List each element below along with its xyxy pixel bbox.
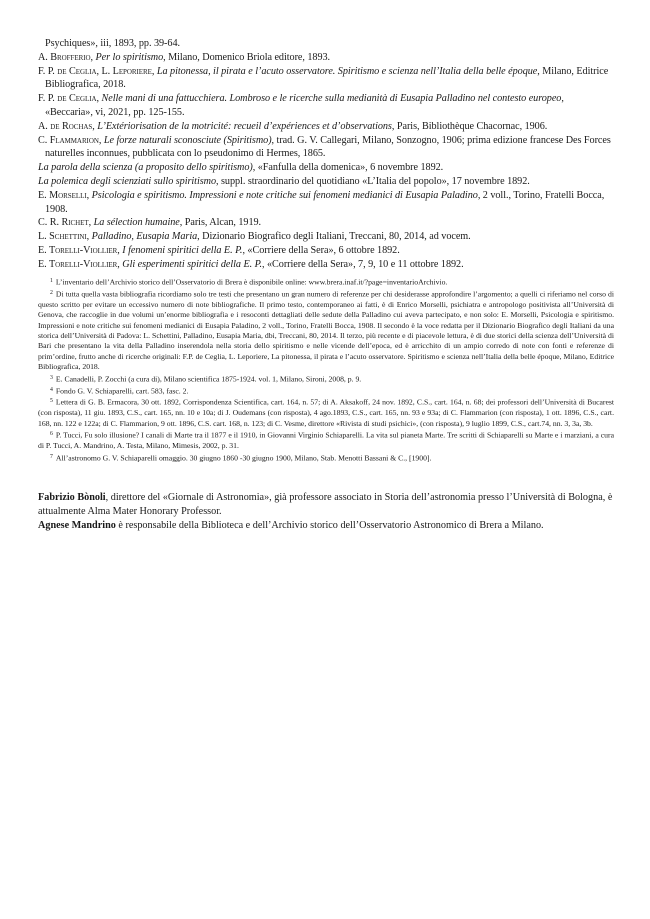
bib-entry [38, 175, 614, 189]
bib-rest: , Milano, Editrice Bibliografica, 2018. [45, 65, 609, 91]
bib-author: A. de Rochas [38, 120, 93, 132]
footnote-number: 5 [50, 398, 53, 405]
bib-rest: , «Corriere della Sera», 6 ottobre 1892. [242, 244, 400, 256]
bib-entry [38, 51, 614, 65]
bib-title: Per lo spiritismo [95, 51, 164, 63]
bib-sep: , [86, 231, 92, 243]
bib-rest: , suppl. straordinario del quotidiano «L’Italia del popolo», 17 novembre 1892. [216, 175, 530, 187]
bib-author: A. Brofferio [38, 51, 91, 63]
bib-sep: , [88, 217, 94, 229]
bib-entry [38, 189, 614, 217]
bib-author: F. P. de Ceglia [38, 93, 97, 105]
bib-entry [38, 216, 614, 230]
bib-rest: , 2 voll., Torino, Fratelli Bocca, 1908. [45, 189, 605, 215]
bib-sep: , [96, 93, 102, 105]
bib-title: La parola della scienza (a proposito dello spiritismo) [38, 162, 253, 174]
bib-sep: , [92, 120, 98, 132]
bib-entry [38, 161, 614, 175]
bibliography [38, 37, 614, 272]
bib-sep: , [117, 244, 123, 256]
bib-author: L. Schettini [38, 231, 87, 243]
footnote-number: 2 [50, 289, 53, 296]
footnote [38, 452, 614, 464]
footnote [38, 276, 614, 288]
footnote [38, 385, 614, 397]
bib-title: L’Extériorisation de la motricité: recueil d’expériences et d’observations [97, 120, 392, 132]
footnote [38, 429, 614, 451]
footnote-text: Di tutta quella vasta bibliografia ricordiamo solo tre testi che presentano un gran numero di referenze per chi desiderasse approfondire l’argomento; a quelli ci riferiamo nel corso di questo scritto per evitare un eccessivo numero di note bibliografiche. Il primo testo, contemporaneo ai fatti, è di Enrico Morselli, psichiatra e antropologo positivista all’Università di Genova, che raccoglie in due volumi un’enorme bibliografia e i resoconti dettagliati delle sedute della Palladino cui aveva partecipato, e non solo: E. Morselli, Psicologia e spiritismo. Impressioni e note critiche sui fenomeni medianici di Eusapia Paladino, 2 voll., Torino, Fratelli Bocca, 1908. Il secondo è la voce redatta per il Dizionario Biografico degli Italiani da una storica dell’Università di Padova: L. Schettini, Palladino, Eusapia Maria, dbi, Treccani, 80, 2014. Il terzo, più recente e di piacevole lettura, è di due storici della scienza dell’Università di Bari che presentano la vita della Palladino inserendola nella storia dello spiritismo e nelle vicende dell’epoca, ed è arricchito di un ampio corredo di note con fonti e referenze di prim’ordine, frutto anche di ricerche originali: F.P. de Ceglia, L. Leporiere, La pitonessa, il pirata e l’acuto osservatore. Spiritismo e scienza nell’Italia della belle époque, Milano, Editrice Bibliografica, 2018. [38, 289, 614, 372]
bib-rest: , «Corriere della Sera», 7, 9, 10 e 11 ottobre 1892. [262, 258, 464, 270]
footnote-number: 6 [50, 431, 53, 438]
bib-title: Gli esperimenti spiritici della E. P. [122, 258, 262, 270]
bib-title: La pitonessa, il pirata e l’acuto osservatore. Spiritismo e scienza nell’Italia della belle époque [156, 65, 538, 77]
bib-title: La polemica degli scienziati sullo spiritismo [38, 175, 217, 187]
bib-sep: , [86, 189, 92, 201]
bib-rest: , «Beccaria», vi, 2021, pp. 125-155. [45, 93, 564, 118]
author-bio [38, 519, 614, 533]
bib-title: Psicologia e spiritismo. Impressioni e note critiche sui fenomeni medianici di Eusapia Paladino [91, 189, 478, 201]
bib-sep: , [151, 65, 157, 77]
bib-rest: , Milano, Domenico Briola editore, 1893. [163, 51, 331, 63]
bib-title: I fenomeni spiritici della E. P. [122, 244, 243, 256]
footnote-number: 7 [50, 453, 53, 460]
bib-author: C. R. Richet [38, 217, 89, 229]
footnote-text: P. Tucci, Fu solo illusione? I canali di Marte tra il 1877 e il 1910, in Giovanni Virginio Schiaparelli. La vita sul pianeta Marte. Tre scritti di Schiaparelli su Marte e i marziani, a cura di P. Tucci, A. Mandrino, A. Testa, Milano, Mimesis, 2002, p. 31. [38, 430, 614, 451]
bib-entry [38, 134, 614, 162]
footnote [38, 288, 614, 373]
author-bio [38, 491, 614, 519]
bib-sep: , [90, 51, 96, 63]
bib-entry [38, 230, 614, 244]
footnote-text: All’astronomo G. V. Schiaparelli omaggio. 30 giugno 1860 -30 giugno 1900, Milano, Stab. Menotti Bassani & C., [1900]. [55, 453, 432, 462]
author-name: Fabrizio Bònoli [38, 492, 106, 503]
bib-author: E. Torelli-Viollier [38, 244, 118, 256]
bib-entry [38, 258, 614, 272]
bib-sep: , [117, 258, 123, 270]
bib-title: Nelle mani di una fattucchiera. Lombroso e le ricerche sulla medianità di Eusapia Palladino nel contesto europeo [101, 93, 562, 105]
author-bio-text: è responsabile della Biblioteca e dell’Archivio storico dell’Osservatorio Astronomico di Brera a Milano. [115, 519, 544, 531]
bib-entry [38, 120, 614, 134]
footnote-number: 3 [50, 374, 53, 381]
bib-entry [38, 37, 614, 51]
bib-rest: , Dizionario Biografico degli Italiani, Treccani, 80, 2014, ad vocem. [197, 231, 471, 243]
author-name: Agnese Mandrino [38, 519, 116, 531]
footnote-text: E. Canadelli, P. Zocchi (a cura di), Milano scientifica 1875-1924. vol. 1, Milano, Sironi, 2008, p. 9. [55, 374, 362, 384]
bib-rest: , trad. G. V. Callegari, Milano, Sonzogno, 1906; prima edizione francese Des Forces naturelles inconnues, pubblicata con lo pseudonimo di Hermes, 1865. [45, 134, 611, 160]
author-bio-text: , direttore del «Giornale di Astronomia», già professore associato in Storia dell’astronomia presso l’Università di Bologna, è attualmente Alma Mater Honorary Professor. [38, 492, 613, 517]
footnote-number: 1 [50, 278, 53, 284]
bib-author: C. Flammarion [38, 134, 99, 146]
bib-sep: , [98, 134, 104, 146]
author-bios [38, 491, 614, 532]
bib-rest: Psychiques», iii, 1893, pp. 39-64. [45, 38, 180, 49]
footnotes [38, 276, 614, 463]
footnote-text: Fondo G. V. Schiaparelli, cart. 583, fasc. 2. [55, 386, 189, 396]
bib-title: Palladino, Eusapia Maria [91, 231, 198, 243]
footnote-number: 4 [50, 386, 53, 393]
bib-author: E. Torelli-Viollier [38, 258, 118, 270]
bib-title: La sélection humaine [93, 217, 180, 229]
bib-rest: , Paris, Alcan, 1919. [179, 217, 262, 229]
bib-rest: , Paris, Bibliothèque Chacornac, 1906. [391, 120, 548, 132]
footnote [38, 373, 614, 385]
bib-rest: , «Fanfulla della domenica», 6 novembre 1892. [252, 162, 444, 174]
footnote-text: Lettera di G. B. Ermacora, 30 ott. 1892, Corrispondenza Scientifica, cart. 164, n. 57; di A. Aksakoff, 24 nov. 1892, C.S., cart. 164, n. 68; dei professori dell’Università di Bucarest (con risposta), 11 giu. 1893, C.S., cart. 165, nn. 10 e 10a; di J. Oudemans (con risposta), 4 ago.1893, C.S., cart. 165, nn. 93 e 93a; di C. Flammarion (con risposta), 1 ott. 1896, C.S., cart. 168, nn. 122 e 122a; di C. Flammarion, 9 ott. 1896, C.S. cart. 168, n. 123; di C. Vesme, direttore «Rivista di studi psichici», (con risposta), 9 luglio 1899, C.S., cart.74, nn. 3, 3a, 3b. [38, 397, 614, 428]
bib-entry [38, 65, 614, 93]
bib-author: E. Morselli [38, 189, 87, 201]
footnote-text: L’inventario dell’Archivio storico dell’Osservatorio di Brera è disponibile online: www.brera.inaf.it/?page=inventarioArchivio. [55, 277, 448, 287]
bib-entry [38, 244, 614, 258]
footnote [38, 396, 614, 429]
bib-title: Le forze naturali sconosciute (Spiritismo) [103, 134, 272, 146]
bib-author: F. P. de Ceglia, L. Leporiere [38, 65, 152, 77]
bib-entry [38, 92, 614, 120]
